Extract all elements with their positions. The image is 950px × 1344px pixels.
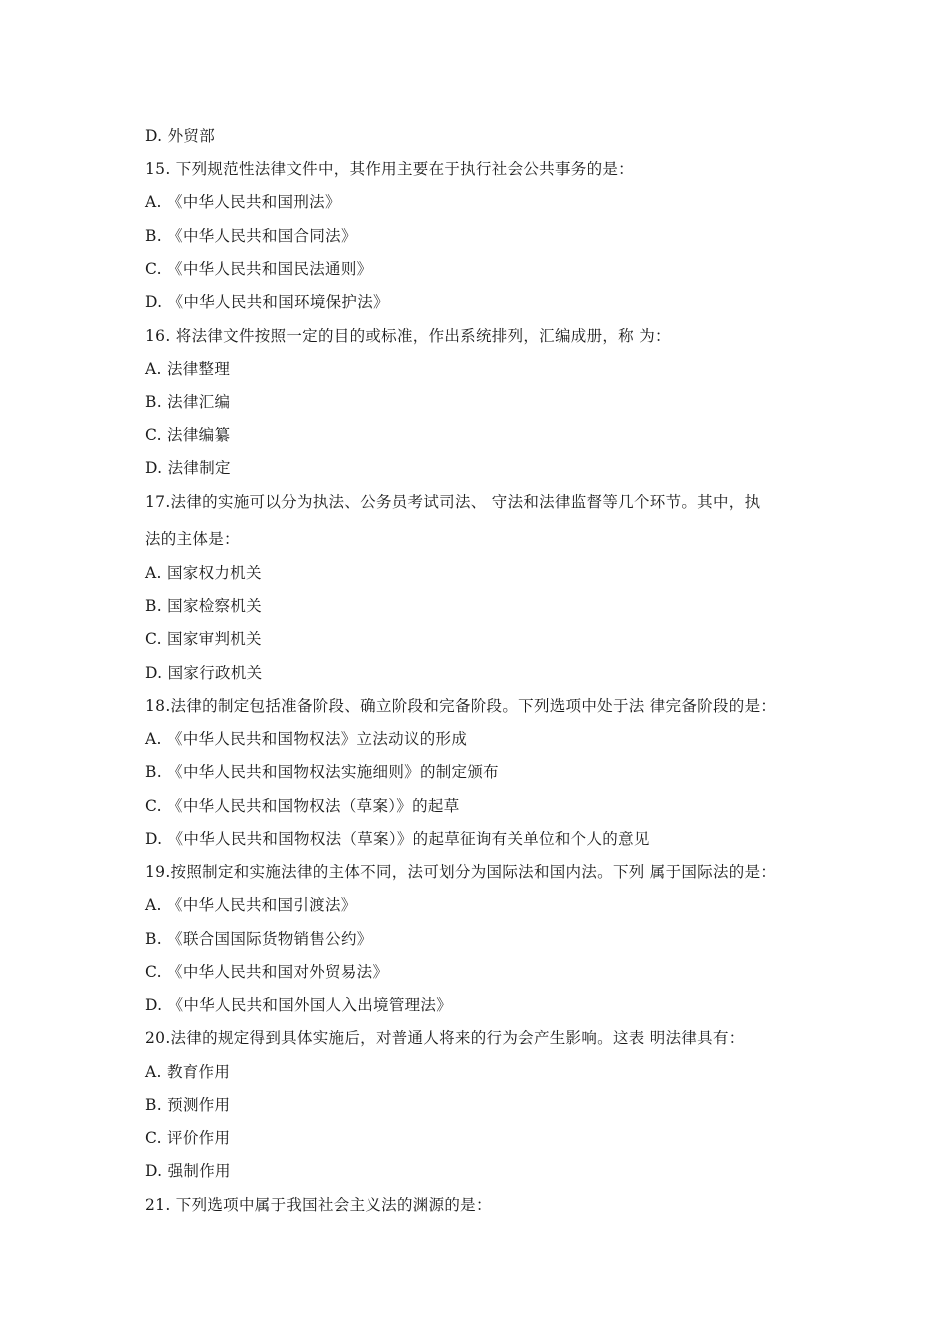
option-d-q19: D. 《中华人民共和国外国人入出境管理法》 bbox=[145, 996, 453, 1014]
question-16: 16. 将法律文件按照一定的目的或标准，作出系统排列，汇编成册，称 为： bbox=[145, 327, 671, 345]
question-21: 21. 下列选项中属于我国社会主义法的渊源的是： bbox=[145, 1196, 492, 1214]
option-d-q20: D. 强制作用 bbox=[145, 1162, 231, 1180]
option-c-q17: C. 国家审判机关 bbox=[145, 630, 262, 648]
option-b-q16: B. 法律汇编 bbox=[145, 393, 231, 411]
option-c-q20: C. 评价作用 bbox=[145, 1129, 231, 1147]
option-c-q15: C. 《中华人民共和国民法通则》 bbox=[145, 260, 373, 278]
option-b-q18: B. 《中华人民共和国物权法实施细则》的制定颁布 bbox=[145, 763, 499, 781]
option-a-q18: A. 《中华人民共和国物权法》立法动议的形成 bbox=[145, 730, 468, 748]
option-b-q20: B. 预测作用 bbox=[145, 1096, 231, 1114]
option-c-q18: C. 《中华人民共和国物权法（草案）》的起草 bbox=[145, 797, 460, 815]
question-15: 15. 下列规范性法律文件中，其作用主要在于执行社会公共事务的是： bbox=[145, 160, 634, 178]
option-a-q17: A. 国家权力机关 bbox=[145, 564, 262, 582]
question-20: 20.法律的规定得到具体实施后，对普通人将来的行为会产生影响。这表 明法律具有： bbox=[145, 1029, 745, 1047]
question-17-line-1: 17.法律的实施可以分为执法、公务员考试司法、 守法和法律监督等几个环节。其中，执 bbox=[145, 493, 761, 511]
option-b-q19: B. 《联合国国际货物销售公约》 bbox=[145, 930, 373, 948]
option-a-q19: A. 《中华人民共和国引渡法》 bbox=[145, 896, 357, 914]
option-a-q15: A. 《中华人民共和国刑法》 bbox=[145, 193, 341, 211]
option-a-q16: A. 法律整理 bbox=[145, 360, 231, 378]
option-c-q16: C. 法律编纂 bbox=[145, 426, 231, 444]
question-18: 18.法律的制定包括准备阶段、确立阶段和完备阶段。下列选项中处于法 律完备阶段的是： bbox=[145, 697, 777, 715]
option-d-q17: D. 国家行政机关 bbox=[145, 664, 263, 682]
option-b-q17: B. 国家检察机关 bbox=[145, 597, 262, 615]
option-d-q15: D. 《中华人民共和国环境保护法》 bbox=[145, 293, 389, 311]
option-b-q15: B. 《中华人民共和国合同法》 bbox=[145, 227, 357, 245]
option-c-q19: C. 《中华人民共和国对外贸易法》 bbox=[145, 963, 389, 981]
option-d-q14: D. 外贸部 bbox=[145, 127, 216, 145]
option-a-q20: A. 教育作用 bbox=[145, 1063, 231, 1081]
option-d-q18: D. 《中华人民共和国物权法（草案）》的起草征询有关单位和个人的意见 bbox=[145, 830, 650, 848]
option-d-q16: D. 法律制定 bbox=[145, 459, 231, 477]
question-19: 19.按照制定和实施法律的主体不同，法可划分为国际法和国内法。下列 属于国际法的是： bbox=[145, 863, 777, 881]
question-17-line-2: 法的主体是： bbox=[145, 530, 240, 548]
